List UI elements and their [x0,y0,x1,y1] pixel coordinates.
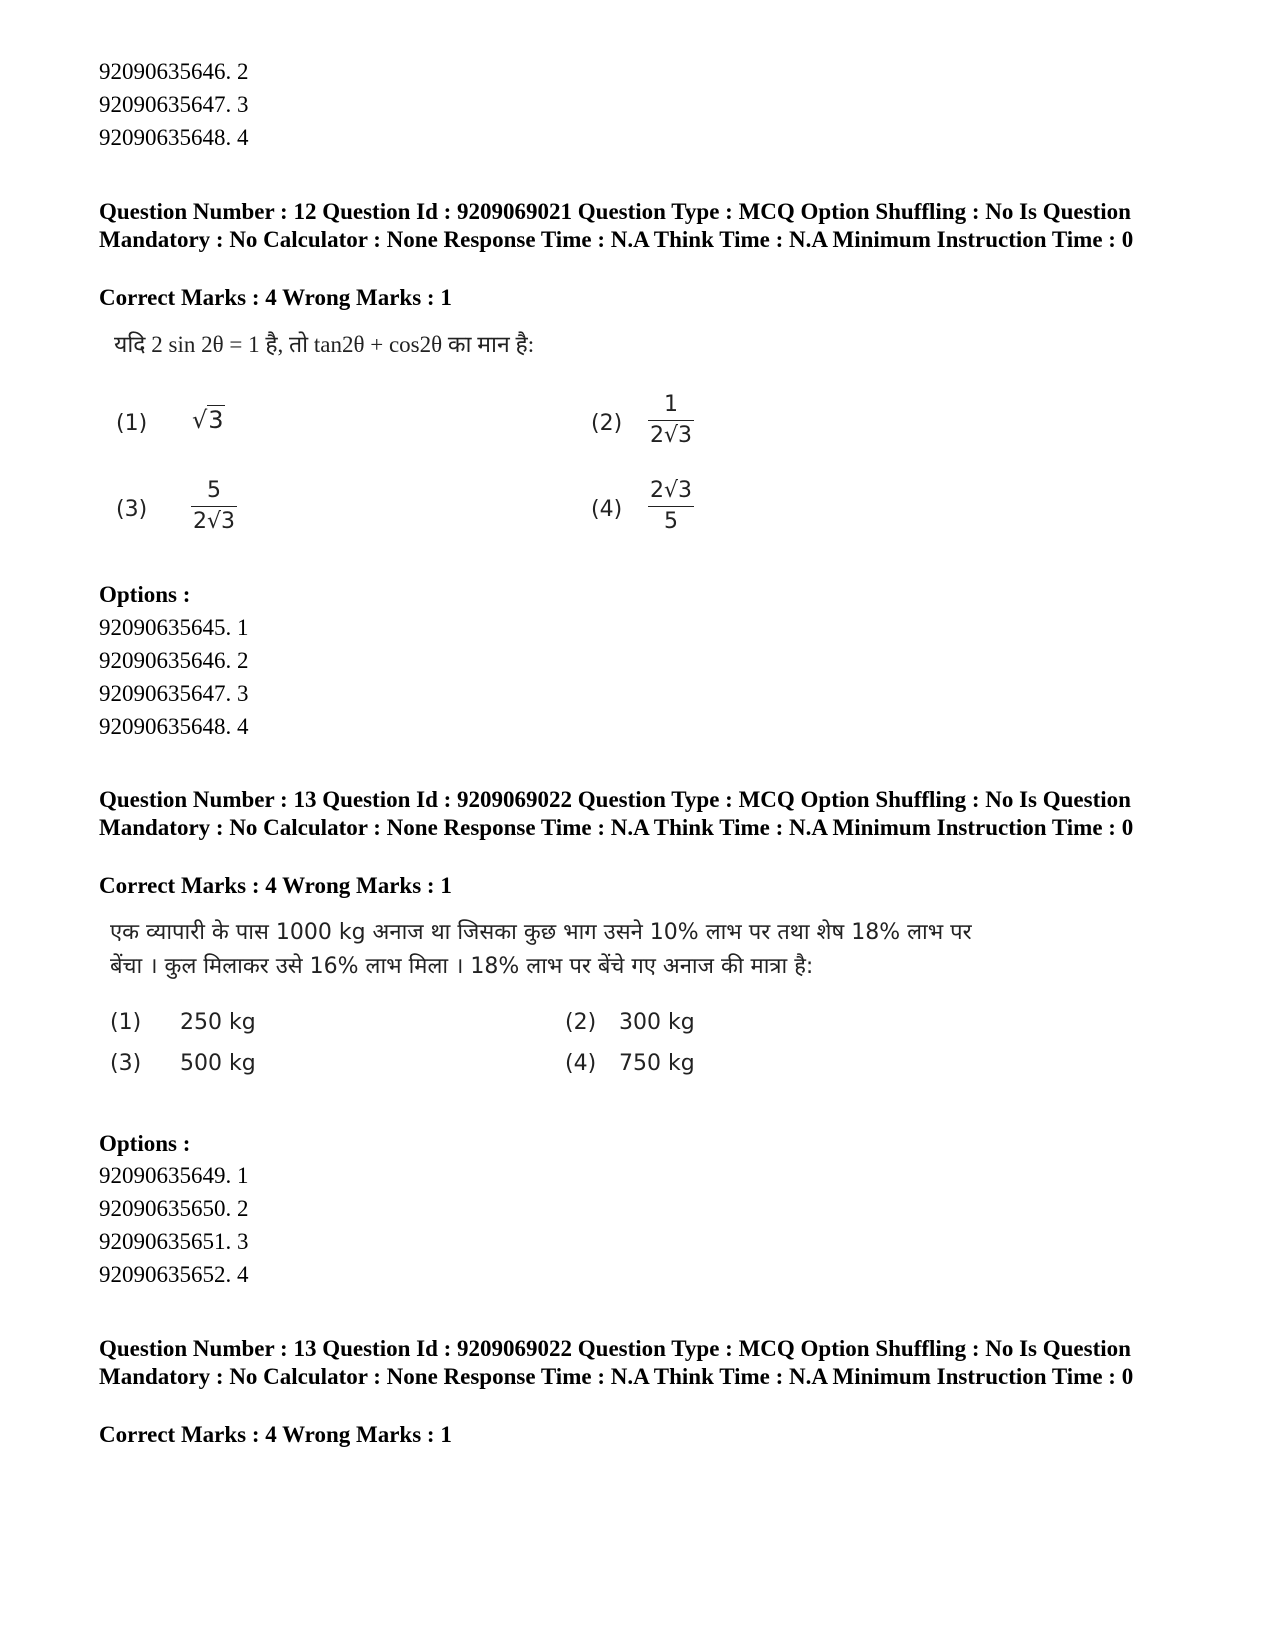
option-line: 92090635647. 3 [99,681,249,706]
option-line: 92090635645. 1 [99,615,249,640]
marks-line: Correct Marks : 4 Wrong Marks : 1 [99,1422,452,1447]
question-header: Question Number : 13 Question Id : 9209069022 Question Type : MCQ Option Shuffling : No Is Question Mandatory : No Calculator : None Response Time : N.A Think Time : N.A Minimum Instruction Time : 0 [99,787,1134,840]
choice-number: (2) [565,1010,597,1035]
question-header: Question Number : 12 Question Id : 9209069021 Question Type : MCQ Option Shuffling : No Is Question Mandatory : No Calculator : None Response Time : N.A Think Time : N.A Minimum Instruction Time : 0 [99,199,1134,252]
options-label: Options : [99,582,191,607]
option-line: 92090635646. 2 [99,648,249,673]
choice-fraction [648,478,694,535]
question-text: यदि 2 sin 2θ = 1 है, तो tan2θ + cos2θ का मान है: [114,332,535,357]
option-line: 92090635648. 4 [99,125,249,150]
choice-value: 750 kg [619,1051,695,1076]
choice-fraction [191,478,237,535]
option-line: 92090635646. 2 [99,59,249,84]
choice-value: 300 kg [619,1010,695,1035]
marks-line: Correct Marks : 4 Wrong Marks : 1 [99,873,452,898]
option-line: 92090635652. 4 [99,1262,249,1287]
choice-value: 250 kg [180,1010,256,1035]
option-line: 92090635651. 3 [99,1229,249,1254]
fraction-numerator: 5 [207,478,221,503]
option-line: 92090635647. 3 [99,92,249,117]
option-line: 92090635650. 2 [99,1196,249,1221]
choice-number: (4) [591,497,623,522]
choice-number: (1) [116,411,148,436]
choice-number: (1) [110,1010,142,1035]
option-line: 92090635649. 1 [99,1163,249,1188]
choice-number: (2) [591,411,623,436]
options-label: Options : [99,1131,191,1156]
question-text: एक व्यापारी के पास 1000 kg अनाज था जिसका कुछ भाग उसने 10% लाभ पर तथा शेष 18% लाभ पर [110,920,972,945]
choice-value: 500 kg [180,1051,256,1076]
choice-value: √3 [192,406,224,434]
choice-number: (3) [110,1051,142,1076]
question-text: बेंचा । कुल मिलाकर उसे 16% लाभ मिला । 18% लाभ पर बेंचे गए अनाज की मात्रा है: [110,954,814,979]
choice-fraction [648,392,694,449]
fraction-numerator: 1 [664,392,678,417]
fraction-numerator: 2√3 [650,478,693,503]
fraction-denominator: 5 [664,509,678,534]
option-line: 92090635648. 4 [99,714,249,739]
choice-number: (4) [565,1051,597,1076]
fraction-denominator: 2√3 [650,423,693,448]
fraction-denominator: 2√3 [193,509,236,534]
question-header: Question Number : 13 Question Id : 9209069022 Question Type : MCQ Option Shuffling : No Is Question Mandatory : No Calculator : None Response Time : N.A Think Time : N.A Minimum Instruction Time : 0 [99,1336,1134,1389]
marks-line: Correct Marks : 4 Wrong Marks : 1 [99,285,452,310]
choice-number: (3) [116,497,148,522]
